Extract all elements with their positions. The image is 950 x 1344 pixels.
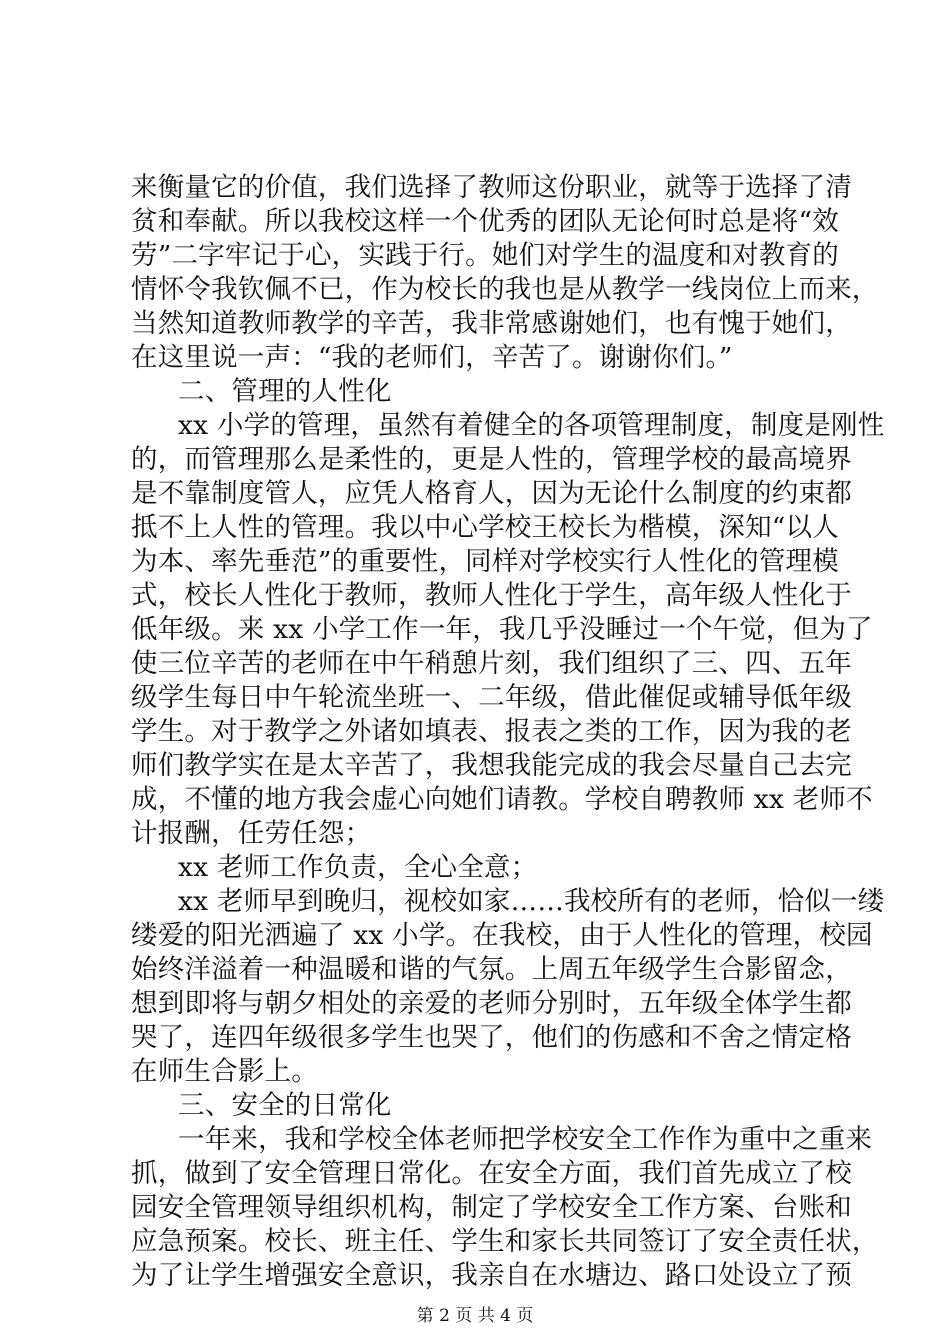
text-line: 的，而管理那么是柔性的，更是人性的，管理学校的最高境界: [131, 444, 852, 475]
text-line: 缕爱的阳光洒遍了 xx 小学。在我校，由于人性化的管理，校园: [131, 920, 873, 951]
text-line: 哭了，连四年级很多学生也哭了，他们的伤感和不舍之情定格: [131, 1022, 852, 1053]
text-line: 为本、率先垂范”的重要性，同样对学校实行人性化的管理模: [131, 546, 839, 577]
text-line: 想到即将与朝夕相处的亲爱的老师分别时，五年级全体学生都: [131, 988, 852, 1019]
text-line: 师们教学实在是太辛苦了，我想我能完成的我会尽量自己去完: [131, 750, 852, 781]
page-footer: 第 2 页 共 4 页: [416, 1306, 534, 1326]
text-line: 应急预案。校长、班主任、学生和家长共同签订了安全责任状，: [131, 1226, 879, 1257]
text-line: 一年来，我和学校全体老师把学校安全工作作为重中之重来: [178, 1124, 873, 1155]
text-line: 成，不懂的地方我会虚心向她们请教。学校自聘教师 xx 老师不: [131, 784, 873, 815]
text-line: 学生。对于教学之外诸如填表、报表之类的工作，因为我的老: [131, 716, 852, 747]
section-heading: 二、管理的人性化: [178, 376, 392, 407]
text-line: xx 小学的管理，虽然有着健全的各项管理制度，制度是刚性: [178, 410, 885, 441]
text-line: 情怀令我钦佩不已，作为校长的我也是从教学一线岗位上而来，: [131, 274, 879, 305]
text-line: 劳”二字牢记于心，实践于行。她们对学生的温度和对教育的: [131, 240, 839, 271]
text-line: 始终洋溢着一种温暖和谐的气氛。上周五年级学生合影留念，: [131, 954, 852, 985]
text-line: 使三位辛苦的老师在中午稍憩片刻，我们组织了三、四、五年: [131, 648, 852, 679]
text-line: 抓，做到了安全管理日常化。在安全方面，我们首先成立了校: [131, 1158, 852, 1189]
text-line: 在师生合影上。: [131, 1056, 318, 1087]
text-line: 园安全管理领导组织机构，制定了学校安全工作方案、台账和: [131, 1192, 852, 1223]
text-line: 计报酬，任劳任怨；: [131, 818, 372, 849]
section-heading: 三、安全的日常化: [178, 1090, 392, 1121]
text-line: 级学生每日中午轮流坐班一、二年级，借此催促或辅导低年级: [131, 682, 852, 713]
text-line: xx 老师工作负责，全心全意；: [178, 852, 538, 883]
text-line: 当然知道教师教学的辛苦，我非常感谢她们，也有愧于她们，: [131, 308, 852, 339]
text-line: 来衡量它的价值，我们选择了教师这份职业，就等于选择了清: [131, 172, 852, 203]
text-line: 贫和奉献。所以我校这样一个优秀的团队无论何时总是将“效: [131, 206, 839, 237]
text-line: 在这里说一声：“我的老师们，辛苦了。谢谢你们。”: [131, 342, 733, 373]
text-line: 为了让学生增强安全意识，我亲自在水塘边、路口处设立了预: [131, 1260, 852, 1291]
text-line: xx 老师早到晚归，视校如家……我校所有的老师，恰似一缕: [178, 886, 885, 917]
text-line: 低年级。来 xx 小学工作一年，我几乎没睡过一个午觉，但为了: [131, 614, 873, 645]
text-line: 是不靠制度管人，应凭人格育人，因为无论什么制度的约束都: [131, 478, 852, 509]
text-line: 式，校长人性化于教师，教师人性化于学生，高年级人性化于: [131, 580, 852, 611]
text-line: 抵不上人性的管理。我以中心学校王校长为楷模，深知“以人: [131, 512, 839, 543]
